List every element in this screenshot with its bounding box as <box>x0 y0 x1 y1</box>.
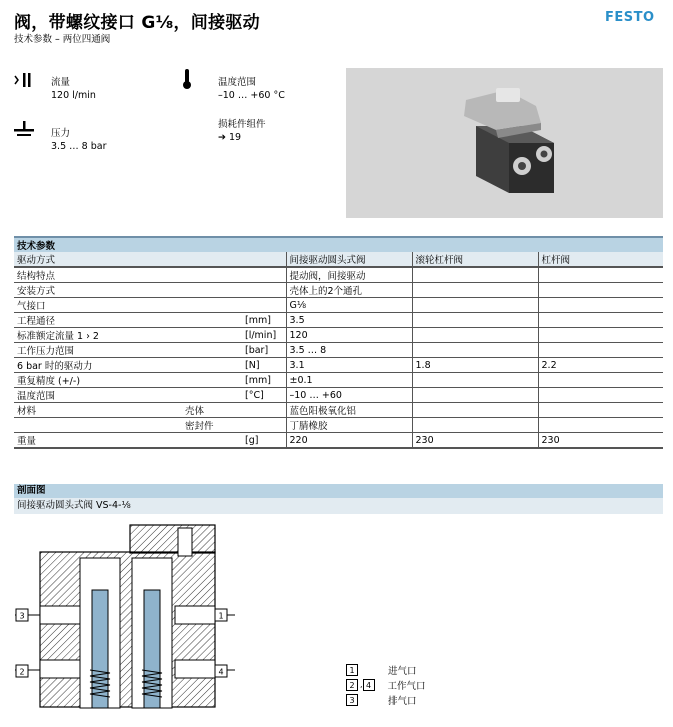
row-unit: [°C] <box>242 388 286 403</box>
cell-col-1: –10 … +60 <box>286 388 412 403</box>
row-label: 气接口 <box>14 298 182 313</box>
section-subtitle: 间接驱动圆头式阀 VS-4-⅛ <box>14 498 663 514</box>
row-unit <box>242 403 286 418</box>
cell-col-1: ±0.1 <box>286 373 412 388</box>
row-unit <box>242 283 286 298</box>
row-label: 安装方式 <box>14 283 182 298</box>
cell-col-2 <box>412 298 538 313</box>
section-title: 剖面图 <box>14 484 663 498</box>
pressure-spec <box>51 127 106 153</box>
row-sublabel: 密封件 <box>182 418 242 433</box>
row-unit: [N] <box>242 358 286 373</box>
thermometer-icon <box>180 68 194 90</box>
row-sublabel <box>182 343 242 358</box>
table-row <box>14 403 663 418</box>
cell-col-2 <box>412 283 538 298</box>
table-row <box>14 373 663 388</box>
header-col-3: 杠杆阀 <box>538 252 663 267</box>
cross-section-drawing <box>10 520 250 720</box>
row-label: 重量 <box>14 433 182 449</box>
wear-parts-link[interactable]: ➔ 19 <box>218 132 242 143</box>
table-title-row <box>14 237 663 252</box>
port-label-2 <box>16 665 28 677</box>
cell-col-2 <box>412 328 538 343</box>
row-sublabel <box>182 373 242 388</box>
row-sublabel <box>182 313 242 328</box>
cell-col-3 <box>538 283 663 298</box>
cell-col-3 <box>538 388 663 403</box>
page-subtitle: 技术参数 – 两位四通阀 <box>14 34 111 45</box>
row-sublabel <box>182 298 242 313</box>
cell-col-1: 3.1 <box>286 358 412 373</box>
header-drive-type: 驱动方式 <box>14 252 286 267</box>
svg-text:3: 3 <box>19 611 25 621</box>
svg-text:4: 4 <box>218 667 224 677</box>
cell-col-1: 壳体上的2个通孔 <box>286 283 412 298</box>
cell-col-1: 120 <box>286 328 412 343</box>
cell-col-2 <box>412 267 538 283</box>
legend-code: 4 <box>363 679 375 691</box>
table-row <box>14 433 663 449</box>
cell-col-3 <box>538 298 663 313</box>
cell-col-2 <box>412 388 538 403</box>
cell-col-2 <box>412 418 538 433</box>
port-legend <box>346 662 426 707</box>
cell-col-1: 3.5 <box>286 313 412 328</box>
row-label: 6 bar 时的驱动力 <box>14 358 182 373</box>
row-sublabel <box>182 358 242 373</box>
flow-spec <box>51 76 96 102</box>
pressure-value: 3.5 … 8 bar <box>51 141 107 152</box>
table-row <box>14 313 663 328</box>
cell-col-2 <box>412 373 538 388</box>
cell-col-1: G⅛ <box>286 298 412 313</box>
row-sublabel <box>182 388 242 403</box>
table-row <box>14 343 663 358</box>
pressure-label: 压力 <box>51 128 71 139</box>
cell-col-1: 蓝色阳极氧化铝 <box>286 403 412 418</box>
temperature-label: 温度范围 <box>218 77 257 88</box>
legend-code: 2 <box>346 679 358 691</box>
row-label: 材料 <box>14 403 182 418</box>
legend-label: 排气口 <box>388 695 417 707</box>
table-row <box>14 267 663 283</box>
cell-col-3 <box>538 328 663 343</box>
festo-logo: FESTO <box>605 10 655 25</box>
row-label: 结构特点 <box>14 267 182 283</box>
flow-icon <box>12 70 38 90</box>
row-sublabel <box>182 328 242 343</box>
table-row <box>14 358 663 373</box>
temperature-spec <box>218 76 285 102</box>
table-row <box>14 298 663 313</box>
technical-data-table <box>14 236 663 449</box>
table-row <box>14 388 663 403</box>
wear-parts-label: 损耗件组件 <box>218 119 266 130</box>
cell-col-2: 230 <box>412 433 538 449</box>
flow-label: 流量 <box>51 77 71 88</box>
cell-col-1: 丁腈橡胶 <box>286 418 412 433</box>
product-photo <box>346 68 663 218</box>
row-sublabel <box>182 283 242 298</box>
port-label-1 <box>215 609 227 621</box>
table-row <box>14 283 663 298</box>
row-unit: [mm] <box>242 373 286 388</box>
row-sublabel <box>182 267 242 283</box>
table-header-row <box>14 252 663 267</box>
header-col-1: 间接驱动圆头式阀 <box>286 252 412 267</box>
legend-row-exhaust <box>346 692 426 707</box>
temperature-value: –10 … +60 °C <box>218 90 285 101</box>
pressure-icon <box>12 120 38 138</box>
cell-col-1: 3.5 … 8 <box>286 343 412 358</box>
cell-col-3 <box>538 267 663 283</box>
row-label: 工程通径 <box>14 313 182 328</box>
row-unit: [l/min] <box>242 328 286 343</box>
row-label: 工作压力范围 <box>14 343 182 358</box>
cell-col-3: 2.2 <box>538 358 663 373</box>
flow-value: 120 l/min <box>51 90 96 101</box>
cell-col-2: 1.8 <box>412 358 538 373</box>
cell-col-1: 220 <box>286 433 412 449</box>
table-title: 技术参数 <box>14 237 663 252</box>
cell-col-3 <box>538 313 663 328</box>
legend-label: 工作气口 <box>387 680 426 692</box>
legend-row-supply <box>346 662 426 677</box>
table-row <box>14 418 663 433</box>
row-unit <box>242 418 286 433</box>
valve-illustration <box>346 68 663 218</box>
cell-col-1: 提动阀，间接驱动 <box>286 267 412 283</box>
row-unit <box>242 267 286 283</box>
row-unit: [g] <box>242 433 286 449</box>
table-row <box>14 328 663 343</box>
cell-col-3 <box>538 373 663 388</box>
cell-col-3 <box>538 403 663 418</box>
wear-parts-spec <box>218 118 266 144</box>
row-sublabel <box>182 433 242 449</box>
legend-label: 进气口 <box>388 665 417 677</box>
cell-col-3 <box>538 418 663 433</box>
cell-col-2 <box>412 343 538 358</box>
port-label-3 <box>16 609 28 621</box>
row-label: 温度范围 <box>14 388 182 403</box>
row-label: 重复精度 (+/-) <box>14 373 182 388</box>
legend-code: 3 <box>346 694 358 706</box>
legend-code: 1 <box>346 664 358 676</box>
cell-col-3: 230 <box>538 433 663 449</box>
row-unit <box>242 298 286 313</box>
header-col-2: 滚轮杠杆阀 <box>412 252 538 267</box>
cell-col-2 <box>412 403 538 418</box>
svg-text:1: 1 <box>218 611 224 621</box>
row-label <box>14 418 182 433</box>
row-sublabel: 壳体 <box>182 403 242 418</box>
cell-col-2 <box>412 313 538 328</box>
svg-text:2: 2 <box>19 667 25 677</box>
row-label: 标准额定流量 1 › 2 <box>14 328 182 343</box>
legend-row-working: 2 , 4 工作气口 <box>346 677 426 692</box>
row-unit: [mm] <box>242 313 286 328</box>
port-label-4 <box>215 665 227 677</box>
cell-col-3 <box>538 343 663 358</box>
page-title: 阀，带螺纹接口 G⅛，间接驱动 <box>14 13 260 33</box>
row-unit: [bar] <box>242 343 286 358</box>
